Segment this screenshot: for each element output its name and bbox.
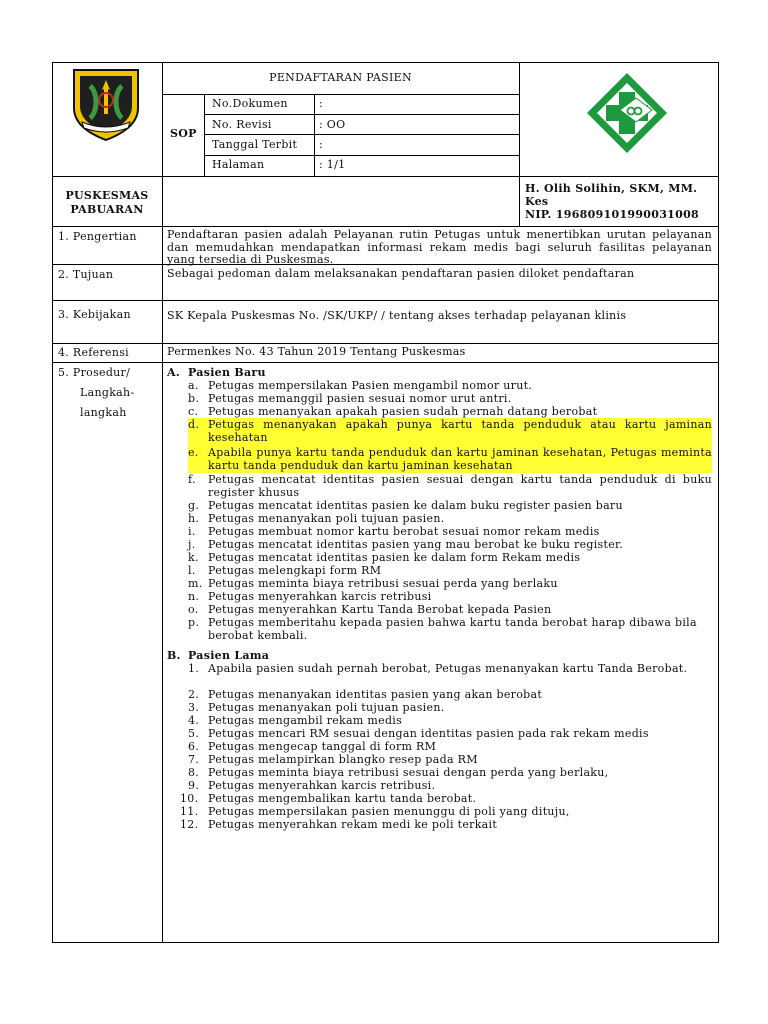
list-item: 12. Petugas menyerahkan rekam medi ke poli terkait	[180, 818, 498, 831]
label-langkah-2: langkah	[80, 406, 127, 419]
signer-nip: NIP. 196809101990031008	[525, 208, 699, 221]
meta-value-no-dokumen: :	[319, 97, 324, 110]
label-referensi: 4. Referensi	[58, 346, 129, 359]
group-b-list	[180, 662, 712, 842]
sop-label: SOP	[170, 127, 197, 140]
list-item: g. Petugas mencatat identitas pasien ke dalam buku register pasien baru	[188, 499, 623, 512]
group-a-list	[188, 379, 712, 642]
list-item: k. Petugas mencatat identitas pasien ke dalam form Rekam medis	[188, 551, 581, 564]
label-kebijakan: 3. Kebijakan	[58, 308, 131, 321]
label-langkah: Langkah-	[80, 386, 135, 399]
list-item: b. Petugas memanggil pasien sesuai nomor urut antri.	[188, 392, 512, 405]
list-item: j. Petugas mencatat identitas pasien yang mau berobat ke buku register.	[188, 538, 624, 551]
list-item-highlighted: d. Petugas menanyakan apakah punya kartu tanda penduduk atau kartu jaminan kesehatan	[188, 418, 712, 444]
list-item: p. Petugas memberitahu kepada pasien bahwa kartu tanda berobat harap dibawa bila berobat kembali.	[188, 616, 697, 642]
list-item: o. Petugas menyerahkan Kartu Tanda Berobat kepada Pasien	[188, 603, 552, 616]
list-item: 10. Petugas mengembalikan kartu tanda berobat.	[180, 792, 477, 805]
list-item: 6. Petugas mengecap tanggal di form RM	[188, 740, 437, 753]
pengertian-text: Pendaftaran pasien adalah Pelayanan rutin Petugas untuk menertibkan urutan pelayanan dan memudahkan mendapatkan informasi rekam medis bagi seluruh fasilitas pelayanan yang tersedia di Puskesmas.	[167, 228, 712, 266]
signer-title: Kes	[525, 195, 549, 208]
tujuan-text: Sebagai pedoman dalam melaksanakan pendaftaran pasien diloket pendaftaran	[167, 267, 635, 280]
list-item: c. Petugas menanyakan apakah pasien sudah pernah datang berobat	[188, 405, 598, 418]
meta-label-no-dokumen: No.Dokumen	[212, 97, 288, 110]
kebijakan-text: SK Kepala Puskesmas No. /SK/UKP/ / tentang akses terhadap pelayanan klinis	[167, 309, 627, 322]
list-item: 3. Petugas menanyakan poli tujuan pasien.	[188, 701, 445, 714]
meta-value-tanggal-terbit: :	[319, 138, 324, 151]
list-item: 9. Petugas menyerahkan karcis retribusi.	[188, 779, 436, 792]
regency-emblem-logo	[68, 66, 144, 142]
meta-label-tanggal-terbit: Tanggal Terbit	[212, 138, 298, 151]
puskesmas-logo	[584, 70, 670, 156]
list-item: a. Petugas mempersilakan Pasien mengambil nomor urut.	[188, 379, 533, 392]
list-item: i. Petugas membuat nomor kartu berobat sesuai nomor rekam medis	[188, 525, 600, 538]
meta-label-halaman: Halaman	[212, 158, 265, 171]
label-prosedur: 5. Prosedur/	[58, 366, 131, 379]
list-item: m. Petugas meminta biaya retribusi sesuai perda yang berlaku	[188, 577, 558, 590]
label-pengertian: 1. Pengertian	[58, 230, 137, 243]
list-item: f. Petugas mencatat identitas pasien sesuai dengan kartu tanda penduduk di buku register khusus	[188, 473, 712, 499]
list-item: h. Petugas menanyakan poli tujuan pasien.	[188, 512, 445, 525]
group-a-title: Pasien Baru	[188, 366, 266, 379]
meta-label-no-revisi: No. Revisi	[212, 118, 272, 131]
list-item: 5. Petugas mencari RM sesuai dengan identitas pasien pada rak rekam medis	[188, 727, 649, 740]
list-item: 11. Petugas mempersilakan pasien menunggu di poli yang dituju,	[180, 805, 570, 818]
list-item-highlighted: e. Apabila punya kartu tanda penduduk dan kartu jaminan kesehatan, Petugas meminta kartu tanda penduduk dan kartu jaminan kesehatan	[188, 446, 712, 472]
group-b-marker: B.	[167, 649, 181, 662]
meta-value-no-revisi: : OO	[319, 118, 346, 131]
group-a-marker: A.	[167, 366, 180, 379]
signer-name: H. Olih Solihin, SKM, MM.	[525, 182, 698, 195]
label-tujuan: 2. Tujuan	[58, 268, 114, 281]
org-name-line1: PUSKESMAS	[65, 189, 149, 202]
list-item: l. Petugas melengkapi form RM	[188, 564, 382, 577]
document-title: PENDAFTARAN PASIEN	[269, 71, 412, 84]
group-b-title: Pasien Lama	[188, 649, 270, 662]
list-item: 1. Apabila pasien sudah pernah berobat, Petugas menanyakan kartu Tanda Berobat.	[188, 662, 688, 675]
list-item: n. Petugas menyerahkan karcis retribusi	[188, 590, 432, 603]
referensi-text: Permenkes No. 43 Tahun 2019 Tentang Puskesmas	[167, 345, 466, 358]
list-item: 2. Petugas menanyakan identitas pasien yang akan berobat	[188, 688, 543, 701]
list-item: 4. Petugas mengambil rekam medis	[188, 714, 403, 727]
list-item: 8. Petugas meminta biaya retribusi sesuai dengan perda yang berlaku,	[188, 766, 609, 779]
meta-value-halaman: : 1/1	[319, 158, 346, 171]
org-name-line2: PABUARAN	[70, 203, 144, 216]
list-item: 7. Petugas melampirkan blangko resep pada RM	[188, 753, 478, 766]
